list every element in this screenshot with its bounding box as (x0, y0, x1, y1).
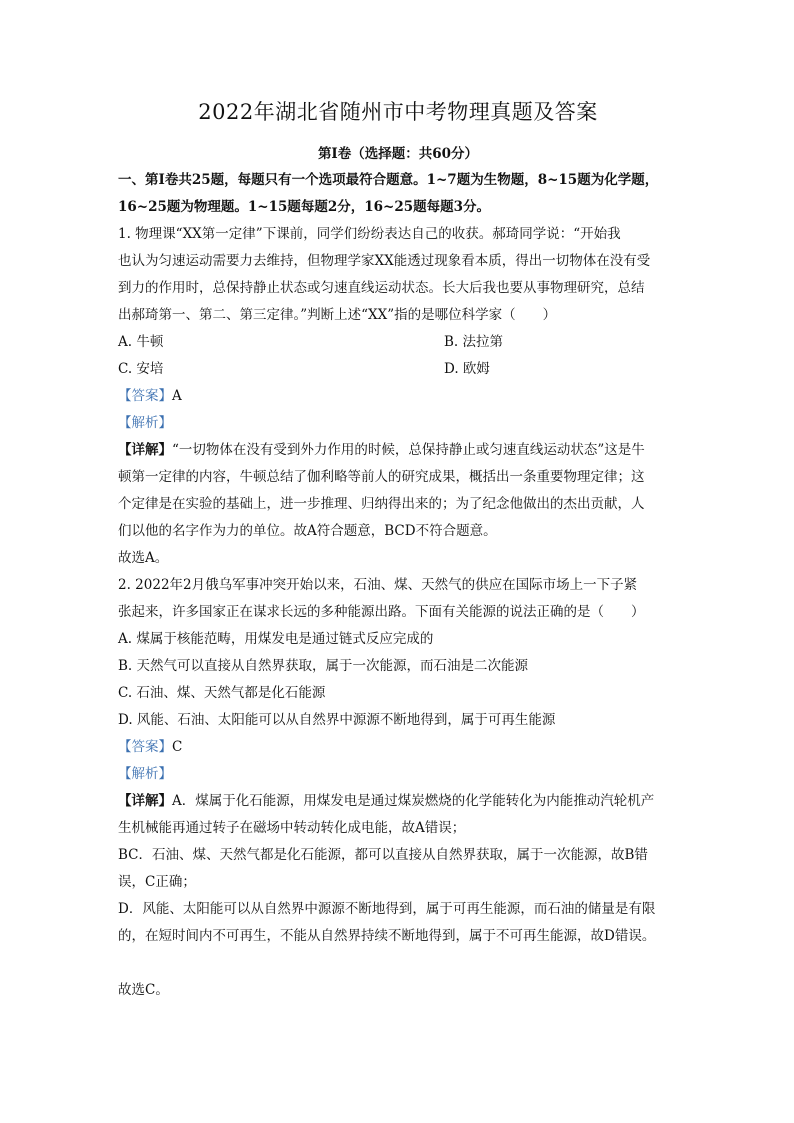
instruction-line: 16~25题为物理题。1~15题每题2分，16~25题每题3分。 (118, 199, 491, 215)
detail-line: 个定律是在实验的基础上，进一步推理、归纳得出来的；为了纪念他做出的杰出贡献，人 (118, 496, 645, 512)
question-stem-line: 张起来，许多国家正在谋求长远的多种能源出路。下面有关能源的说法正确的是（ ） (118, 604, 645, 620)
option-c: C. 安培 (118, 361, 164, 377)
detail-text: “一切物体在没有受到外力作用的时候，总保持静止或匀速直线运动状态”这是牛 (172, 442, 645, 458)
option-b: B. 法拉第 (444, 334, 504, 350)
section-subtitle: 第Ⅰ卷（选择题：共60分） (317, 146, 479, 162)
question-stem-line: 2. 2022年2月俄乌军事冲突开始以来，石油、煤、天然气的供应在国际市场上一下子紧 (118, 577, 638, 593)
detail-text: A．煤属于化石能源，用煤发电是通过煤炭燃烧的化学能转化为内能推动汽轮机产 (172, 793, 655, 809)
conclusion: 故选A。 (118, 550, 169, 566)
answer-label: 【答案】 (118, 739, 172, 755)
option-a: A. 煤属于核能范畴，用煤发电是通过链式反应完成的 (118, 631, 434, 647)
detail-line: D．风能、太阳能可以从自然界中源源不断地得到，属于可再生能源，而石油的储量是有限 (118, 901, 656, 917)
option-d: D. 欧姆 (444, 361, 490, 377)
question-stem-line: 出郝琦第一、第二、第三定律。”判断上述“XX”指的是哪位科学家（ ） (118, 307, 557, 323)
question-stem-line: 也认为匀速运动需要力去维持，但物理学家XX能透过现象看本质，得出一切物体在没有受 (118, 253, 651, 269)
detail-line: 顿第一定律的内容，牛顿总结了伽利略等前人的研究成果，概括出一条重要物理定律；这 (118, 469, 645, 485)
detail-label: 【详解】 (118, 442, 172, 458)
detail-line (118, 442, 645, 458)
question-stem-line: 到力的作用时，总保持静止状态或匀速直线运动状态。长大后我也要从事物理研究，总结 (118, 280, 645, 296)
detail-line: 们以他的名字作为力的单位。故A符合题意，BCD不符合题意。 (118, 523, 497, 539)
answer-value: C (172, 739, 183, 755)
answer-value: A (172, 388, 182, 404)
detail-line: 生机械能再通过转子在磁场中转动转化成电能，故A错误； (118, 820, 466, 836)
page-title: 2022年湖北省随州市中考物理真题及答案 (198, 100, 598, 124)
detail-label: 【详解】 (118, 793, 172, 809)
detail-line (118, 793, 654, 809)
option-a: A. 牛顿 (118, 334, 164, 350)
question-stem-line: 1. 物理课“XX第一定律”下课前，同学们纷纷表达自己的收获。郝琦同学说：“开始我 (118, 226, 621, 242)
option-b: B. 天然气可以直接从自然界获取，属于一次能源，而石油是二次能源 (118, 658, 529, 674)
analysis-label: 【解析】 (118, 766, 172, 782)
option-d: D. 风能、石油、太阳能可以从自然界中源源不断地得到，属于可再生能源 (118, 712, 556, 728)
answer-line (118, 739, 182, 755)
conclusion: 故选C。 (118, 982, 169, 998)
analysis-label: 【解析】 (118, 415, 172, 431)
answer-line (118, 388, 182, 404)
option-c: C. 石油、煤、天然气都是化石能源 (118, 685, 326, 701)
detail-line: 误，C正确； (118, 874, 196, 890)
detail-line: 的，在短时间内不可再生，不能从自然界持续不断地得到，属于不可再生能源，故D错误。 (118, 928, 656, 944)
answer-label: 【答案】 (118, 388, 172, 404)
instruction-line: 一、第Ⅰ卷共25题，每题只有一个选项最符合题意。1~7题为生物题，8~15题为化学题， (118, 172, 659, 188)
detail-line: BC．石油、煤、天然气都是化石能源，都可以直接从自然界获取，属于一次能源，故B错 (118, 847, 648, 863)
